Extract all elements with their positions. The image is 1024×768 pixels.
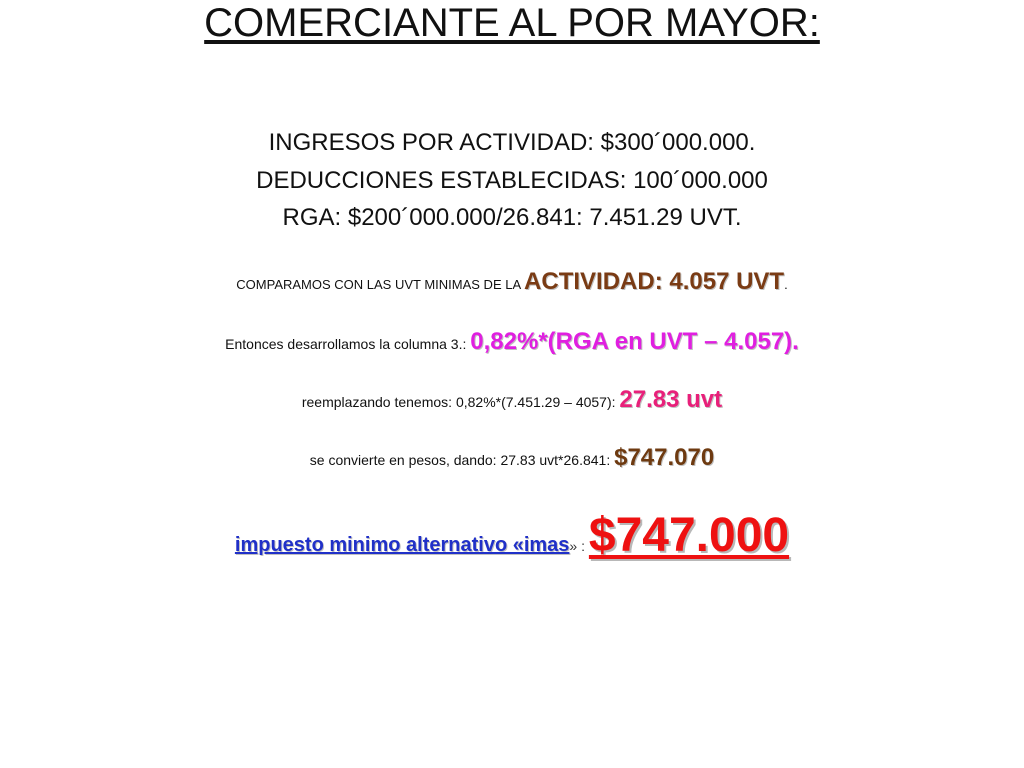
comparamos-line: [0, 262, 1024, 305]
columna-line: [0, 322, 1024, 364]
rga-line: RGA: $200´000.000/26.841: 7.451.29 UVT.: [282, 204, 742, 231]
ingresos-line: INGRESOS POR ACTIVIDAD: $300´000.000.: [268, 129, 756, 156]
comparamos-prefix: COMPARAMOS CON LAS UVT MINIMAS DE LA: [236, 277, 525, 292]
reemplazando-prefix: reemplazando tenemos: 0,82%*(7.451.29 – 4057):: [301, 394, 620, 410]
comparamos-suffix: .: [784, 277, 788, 292]
imas-amount: $747.000: [588, 509, 790, 562]
reemplazando-line: [0, 380, 1024, 422]
imas-label: impuesto minimo alternativo «imas: [234, 534, 570, 556]
actividad-highlight: ACTIVIDAD: 4.057 UVT: [524, 268, 785, 295]
formula-highlight: 0,82%*(RGA en UVT – 4.057).: [470, 328, 799, 355]
pesos-prefix: se convierte en pesos, dando: 27.83 uvt*26.841:: [309, 452, 615, 468]
slide-title: COMERCIANTE AL POR MAYOR:: [204, 1, 820, 45]
pesos-line: [0, 438, 1024, 480]
uvt-result-highlight: 27.83 uvt: [619, 386, 723, 413]
pesos-result-highlight: $747.070: [614, 444, 715, 471]
deducciones-line: DEDUCCIONES ESTABLECIDAS: 100´000.000: [256, 167, 768, 194]
imas-suffix: » :: [569, 538, 589, 554]
imas-line: [0, 506, 1024, 576]
columna-prefix: Entonces desarrollamos la columna 3.:: [225, 336, 471, 352]
